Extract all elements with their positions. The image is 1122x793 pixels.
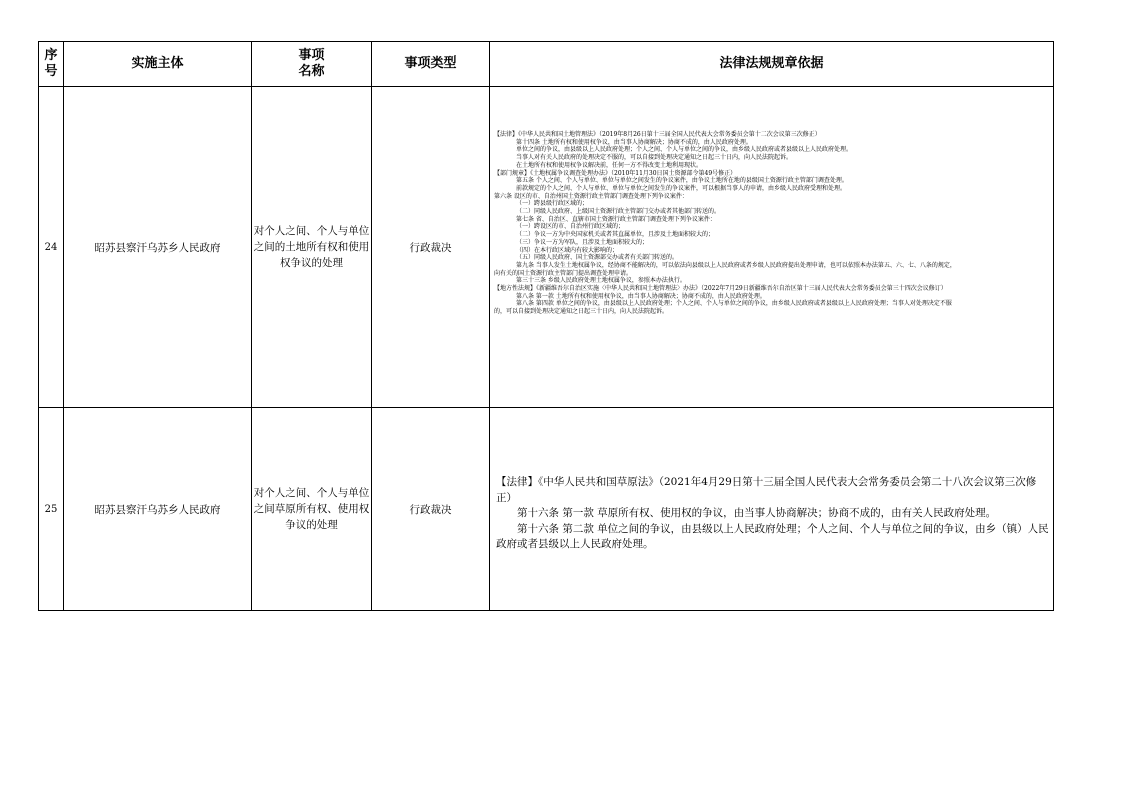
law-line: 的，可以自接到处理决定通知之日起三十日内，向人民法院起诉。 <box>494 308 669 316</box>
law-line: （二）同级人民政府、上级国土资源行政主管部门交办或者其他部门转送的。 <box>516 208 721 216</box>
row-legal-basis <box>490 408 1054 611</box>
law-line: 第十四条 土地所有权和使用权争议，由当事人协商解决；协商不成的，由人民政府处理。 <box>516 138 752 146</box>
law-line: （五）同级人民政府、国土资源部交办或者有关部门转送的。 <box>516 254 679 262</box>
header-item-type: 事项类型 <box>372 42 490 87</box>
law-line: 第八条 第四款 单位之间的争议，由县级以上人民政府处理；个人之间、个人与单位之间的争议，由乡级人民政府或者县级以上人民政府处理；当事人对处理决定不服 <box>516 300 952 308</box>
row-item-name: 对个人之间、个人与单位之间草原所有权、使用权争议的处理 <box>252 408 372 611</box>
law-line: （四）在本行政区域内有较大影响的； <box>516 246 619 254</box>
row-item-name: 对个人之间、个人与单位之间的土地所有权和使用权争议的处理 <box>252 87 372 408</box>
row-serial-number: 25 <box>39 408 64 611</box>
law-line: 第十六条 第一款 草原所有权、使用权的争议，由当事人协商解决；协商不成的，由有关人民政府处理。 <box>517 507 997 519</box>
law-line: 【法律】《中华人民共和国土地管理法》（2019年8月26日第十三届全国人民代表大会常务委员会第十二次会议第三次修正） <box>494 131 821 138</box>
law-line: 【法律】《中华人民共和国草原法》（2021年4月29日第十三届全国人民代表大会常务委员会第二十八次会议第三次修正） <box>496 476 1037 504</box>
header-item-name: 事项 名称 <box>252 42 372 87</box>
law-line: 第三十三条 乡级人民政府处理土地权属争议，参照本办法执行。 <box>516 277 686 285</box>
law-line: （二）争议一方为中央国家机关或者其直属单位，且涉及土地面积较大的； <box>516 231 715 239</box>
table-header-row <box>39 42 1054 87</box>
legal-basis-text <box>490 408 1053 553</box>
row-serial-number: 24 <box>39 87 64 408</box>
law-line: 单位之间的争议，由县级以上人民政府处理；个人之间、个人与单位之间的争议，由乡级人民政府或者县级以上人民政府处理。 <box>516 146 853 154</box>
law-line: 前款规定的个人之间、个人与单位、单位与单位之间发生的争议案件，可以根据当事人的申请，由乡级人民政府受理和处理。 <box>516 184 847 192</box>
header-implementing-body: 实施主体 <box>64 42 252 87</box>
law-line: 在土地所有权和使用权争议解决前，任何一方不得改变土地利用现状。 <box>516 161 703 169</box>
law-line: 第十六条 第二款 单位之间的争议，由县级以上人民政府处理；个人之间、个人与单位之间的争议，由乡（镇）人民政府或者县级以上人民政府处理。 <box>496 522 1049 550</box>
table-row <box>39 87 1054 408</box>
row-item-type: 行政裁决 <box>372 408 490 611</box>
law-line: 【部门规章】《土地权属争议调查处理办法》（2010年11月30日国土资源部令第49号修正） <box>494 169 737 177</box>
row-legal-basis <box>490 87 1054 408</box>
law-line: 第五条 个人之间、个人与单位、单位与单位之间发生的争议案件，由争议土地所在地的县级国土资源行政主管部门调查处理。 <box>516 177 848 185</box>
law-line: （一）跨县级行政区域的； <box>516 200 589 208</box>
row-implementing-body: 昭苏县察汗乌苏乡人民政府 <box>64 87 252 408</box>
legal-basis-text <box>490 87 1053 316</box>
law-line: 向有关的国土资源行政主管部门提出调查处理申请。 <box>494 269 633 277</box>
table-row <box>39 408 1054 611</box>
header-serial-number: 序 号 <box>39 42 64 87</box>
header-legal-basis: 法律法规规章依据 <box>490 42 1054 87</box>
law-basis-table <box>38 41 1054 611</box>
law-line: 第九条 当事人发生土地权属争议，经协商不能解决的，可以依法向县级以上人民政府或者乡级人民政府提出处理申请，也可以依照本办法第五、六、七、八条的规定， <box>516 261 956 269</box>
law-line: 第八条 第一款 土地所有权和使用权争议，由当事人协商解决；协商不成的，由人民政府处理。 <box>516 292 766 300</box>
row-implementing-body: 昭苏县察汗乌苏乡人民政府 <box>64 408 252 611</box>
law-line: 【地方性法规】《新疆维吾尔自治区实施〈中华人民共和国土地管理法〉办法》（2022年7月29日新疆维吾尔自治区第十三届人民代表大会常务委员会第三十四次会议修订） <box>494 285 947 293</box>
law-line: 第七条 省、自治区、直辖市国土资源行政主管部门调查处理下列争议案件： <box>516 215 716 223</box>
row-item-type: 行政裁决 <box>372 87 490 408</box>
law-line: 当事人对有关人民政府的处理决定不服的，可以自接到处理决定通知之日起三十日内，向人民法院起诉。 <box>516 154 793 162</box>
law-line: 第六条 设区的市、自治州国土资源行政主管部门调查处理下列争议案件： <box>494 192 688 200</box>
law-line: （三）争议一方为军队，且涉及土地面积较大的； <box>516 238 649 246</box>
law-line: （一）跨设区的市、自治州行政区域的； <box>516 223 625 231</box>
